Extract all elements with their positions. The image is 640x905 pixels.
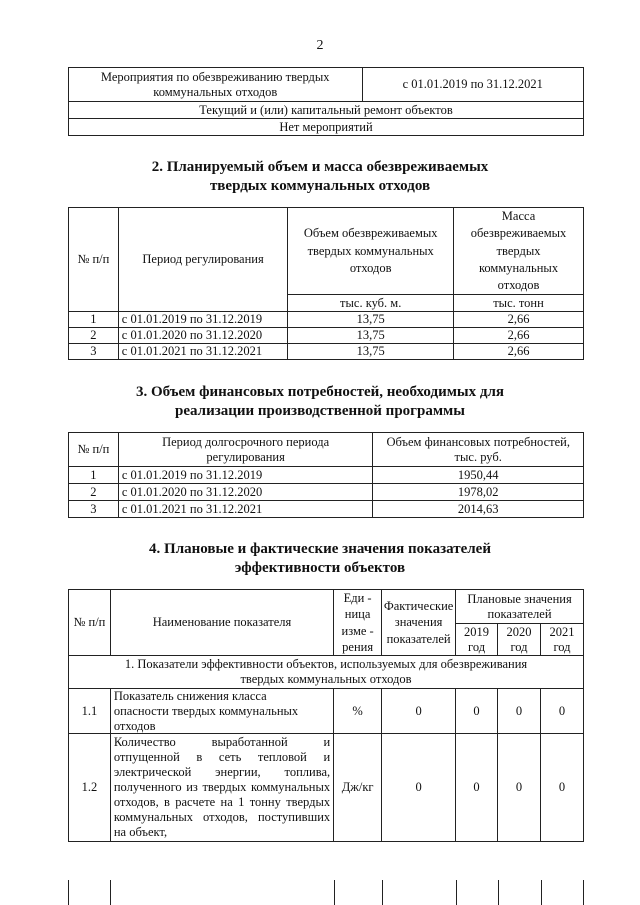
header-period: Период долгосрочного периода регулирования bbox=[118, 433, 373, 467]
row-num: 1.1 bbox=[69, 689, 111, 734]
table-row bbox=[69, 328, 584, 344]
grid-line bbox=[498, 880, 499, 905]
header-num: № п/п bbox=[69, 590, 111, 656]
section4-title-line2: эффективности объектов bbox=[234, 559, 406, 576]
events-table bbox=[68, 67, 584, 136]
grid-line bbox=[110, 880, 111, 905]
section4-title-line1: 4. Плановые и фактические значения показателей bbox=[149, 541, 491, 557]
table-continuation bbox=[68, 880, 584, 905]
row-period: с 01.01.2021 по 31.12.2021 bbox=[118, 501, 373, 518]
row-2019: 0 bbox=[456, 689, 498, 734]
repair-row: Текущий и (или) капитальный ремонт объектов bbox=[69, 102, 584, 119]
no-events-row: Нет мероприятий bbox=[69, 119, 584, 136]
row-period: с 01.01.2019 по 31.12.2019 bbox=[118, 312, 288, 328]
row-volume: 13,75 bbox=[288, 344, 454, 360]
row-actual: 0 bbox=[382, 689, 456, 734]
financial-needs-table bbox=[68, 432, 584, 518]
efficiency-indicators-table bbox=[68, 589, 584, 842]
row-num: 3 bbox=[69, 501, 119, 518]
events-label-cell: Мероприятия по обезвреживанию твердых коммунальных отходов bbox=[69, 68, 363, 102]
header-num: № п/п bbox=[69, 433, 119, 467]
header-amount: Объем финансовых потребностей, тыс. руб. bbox=[373, 433, 584, 467]
row-period: с 01.01.2020 по 31.12.2020 bbox=[118, 328, 288, 344]
row-amount: 1950,44 bbox=[373, 467, 584, 484]
row-num: 2 bbox=[69, 484, 119, 501]
row-volume: 13,75 bbox=[288, 328, 454, 344]
header-planned: Плановые значения показателей bbox=[456, 590, 584, 624]
row-num: 1.2 bbox=[69, 734, 111, 842]
row-num: 2 bbox=[69, 328, 119, 344]
header-period: Период регулирования bbox=[118, 208, 288, 312]
section4-title bbox=[0, 540, 640, 578]
row-actual: 0 bbox=[382, 734, 456, 842]
group-title-row: 1. Показатели эффективности объектов, используемых для обезвреживания твердых коммунальных отходов bbox=[69, 656, 584, 689]
table-row bbox=[69, 467, 584, 484]
page-number: 2 bbox=[316, 38, 324, 53]
header-num: № п/п bbox=[69, 208, 119, 312]
row-mass: 2,66 bbox=[454, 328, 584, 344]
header-2019: 2019 год bbox=[456, 624, 498, 656]
row-2020: 0 bbox=[498, 734, 541, 842]
row-num: 1 bbox=[69, 467, 119, 484]
grid-line bbox=[456, 880, 457, 905]
section3-title-line1: 3. Объем финансовых потребностей, необходимых для bbox=[135, 384, 505, 400]
row-period: с 01.01.2019 по 31.12.2019 bbox=[118, 467, 373, 484]
waste-volume-table bbox=[68, 207, 584, 360]
header-volume: Объем обезвреживаемых твердых коммунальных отходов bbox=[288, 208, 454, 295]
row-volume: 13,75 bbox=[288, 312, 454, 328]
grid-line bbox=[541, 880, 542, 905]
table-row bbox=[69, 689, 584, 734]
table-row bbox=[69, 734, 584, 842]
header-2020: 2020 год bbox=[498, 624, 541, 656]
header-unit: Еди - ница изме - рения bbox=[334, 590, 382, 656]
header-2021: 2021 год bbox=[541, 624, 584, 656]
header-volume-unit: тыс. куб. м. bbox=[288, 295, 454, 312]
table-row bbox=[69, 344, 584, 360]
row-name: Количество выработанной и отпущенной в сеть тепловой и электрической энергии, топлива, полученного из твердых коммунальных отходов, в расчете на 1 тонну твердых коммунальных отходов, поступивших на объект, bbox=[110, 734, 333, 842]
section3-title-line2: реализации производственной программы bbox=[175, 402, 465, 419]
header-mass-unit: тыс. тонн bbox=[454, 295, 584, 312]
header-mass: Масса обезвреживаемых твердых коммунальных отходов bbox=[454, 208, 584, 295]
row-period: с 01.01.2021 по 31.12.2021 bbox=[118, 344, 288, 360]
section2-title-line2: твердых коммунальных отходов bbox=[209, 177, 431, 194]
row-amount: 1978,02 bbox=[373, 484, 584, 501]
table-row bbox=[69, 484, 584, 501]
row-period: с 01.01.2020 по 31.12.2020 bbox=[118, 484, 373, 501]
header-actual: Фактические значения показателей bbox=[382, 590, 456, 656]
row-2021: 0 bbox=[541, 689, 584, 734]
row-num: 3 bbox=[69, 344, 119, 360]
row-2021: 0 bbox=[541, 734, 584, 842]
section3-title bbox=[0, 383, 640, 421]
section2-title bbox=[0, 158, 640, 196]
table-row bbox=[69, 312, 584, 328]
row-num: 1 bbox=[69, 312, 119, 328]
section2-title-line1: 2. Планируемый объем и масса обезвреживаемых bbox=[151, 159, 489, 175]
table-row bbox=[69, 501, 584, 518]
grid-line bbox=[382, 880, 383, 905]
row-2020: 0 bbox=[498, 689, 541, 734]
grid-line bbox=[334, 880, 335, 905]
events-period-cell: с 01.01.2019 по 31.12.2021 bbox=[362, 68, 584, 102]
row-amount: 2014,63 bbox=[373, 501, 584, 518]
row-mass: 2,66 bbox=[454, 312, 584, 328]
row-name: Показатель снижения класса опасности твердых коммунальных отходов bbox=[110, 689, 333, 734]
header-name: Наименование показателя bbox=[110, 590, 333, 656]
row-mass: 2,66 bbox=[454, 344, 584, 360]
row-unit: Дж/кг bbox=[334, 734, 382, 842]
row-2019: 0 bbox=[456, 734, 498, 842]
row-unit: % bbox=[334, 689, 382, 734]
